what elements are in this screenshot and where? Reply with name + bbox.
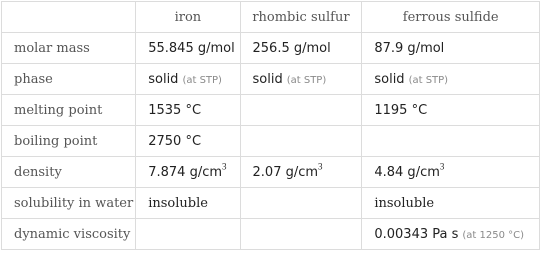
value: 256.5 g/mol (252, 41, 331, 56)
row-label-molar-mass: molar mass (2, 33, 136, 64)
table-row (2, 126, 540, 157)
properties-table (1, 1, 540, 250)
value: 4.84 g/cm (374, 165, 440, 180)
row-label-dynamic-viscosity: dynamic viscosity (2, 219, 136, 250)
cell-iron-solubility (136, 188, 240, 219)
value: 2.07 g/cm (252, 165, 319, 180)
cell-ferrous-sulfide-molar-mass (362, 33, 540, 64)
value: 1195 °C (374, 103, 428, 118)
row-label-melting-point: melting point (2, 95, 136, 126)
table-row (2, 188, 540, 219)
table-row (2, 95, 540, 126)
table-row (2, 33, 540, 64)
column-header-rhombic-sulfur: rhombic sulfur (240, 2, 362, 33)
cell-ferrous-sulfide-phase (362, 64, 540, 95)
row-label-boiling-point: boiling point (2, 126, 136, 157)
cell-rhombic-sulfur-solubility (240, 188, 362, 219)
cell-ferrous-sulfide-boiling-point (362, 126, 540, 157)
cell-iron-viscosity (136, 219, 240, 250)
value: insoluble (148, 196, 208, 211)
row-label-density: density (2, 157, 136, 188)
unit-exponent: 3 (222, 161, 227, 172)
row-label-phase: phase (2, 64, 136, 95)
unit-exponent: 3 (318, 161, 323, 172)
column-header-ferrous-sulfide: ferrous sulfide (362, 2, 540, 33)
cell-ferrous-sulfide-melting-point (362, 95, 540, 126)
header-row (2, 2, 540, 33)
condition-note: (at STP) (408, 75, 449, 86)
value: 7.874 g/cm (148, 165, 223, 180)
value: 87.9 g/mol (374, 41, 445, 56)
row-label-solubility-in-water: solubility in water (2, 188, 136, 219)
cell-rhombic-sulfur-boiling-point (240, 126, 362, 157)
cell-iron-molar-mass (136, 33, 240, 64)
cell-ferrous-sulfide-density (362, 157, 540, 188)
value: solid (252, 72, 283, 87)
condition-note: (at STP) (286, 75, 327, 86)
value: 1535 °C (148, 103, 202, 118)
cell-ferrous-sulfide-solubility (362, 188, 540, 219)
value: 0.00343 Pa s (374, 227, 459, 242)
value: 2750 °C (148, 134, 202, 149)
cell-iron-melting-point (136, 95, 240, 126)
cell-rhombic-sulfur-viscosity (240, 219, 362, 250)
cell-iron-boiling-point (136, 126, 240, 157)
table-row (2, 219, 540, 250)
condition-note: (at 1250 °C) (462, 230, 525, 241)
cell-iron-density (136, 157, 240, 188)
cell-rhombic-sulfur-melting-point (240, 95, 362, 126)
cell-rhombic-sulfur-density (240, 157, 362, 188)
cell-ferrous-sulfide-viscosity (362, 219, 540, 250)
value: insoluble (374, 196, 435, 211)
column-header-iron: iron (136, 2, 240, 33)
condition-note: (at STP) (182, 75, 222, 86)
value: 55.845 g/mol (148, 41, 235, 56)
table-row (2, 157, 540, 188)
value: solid (374, 72, 405, 87)
cell-rhombic-sulfur-molar-mass (240, 33, 362, 64)
cell-rhombic-sulfur-phase (240, 64, 362, 95)
corner-cell (2, 2, 136, 33)
value: solid (148, 72, 179, 87)
cell-iron-phase (136, 64, 240, 95)
table-row (2, 64, 540, 95)
unit-exponent: 3 (439, 161, 445, 172)
